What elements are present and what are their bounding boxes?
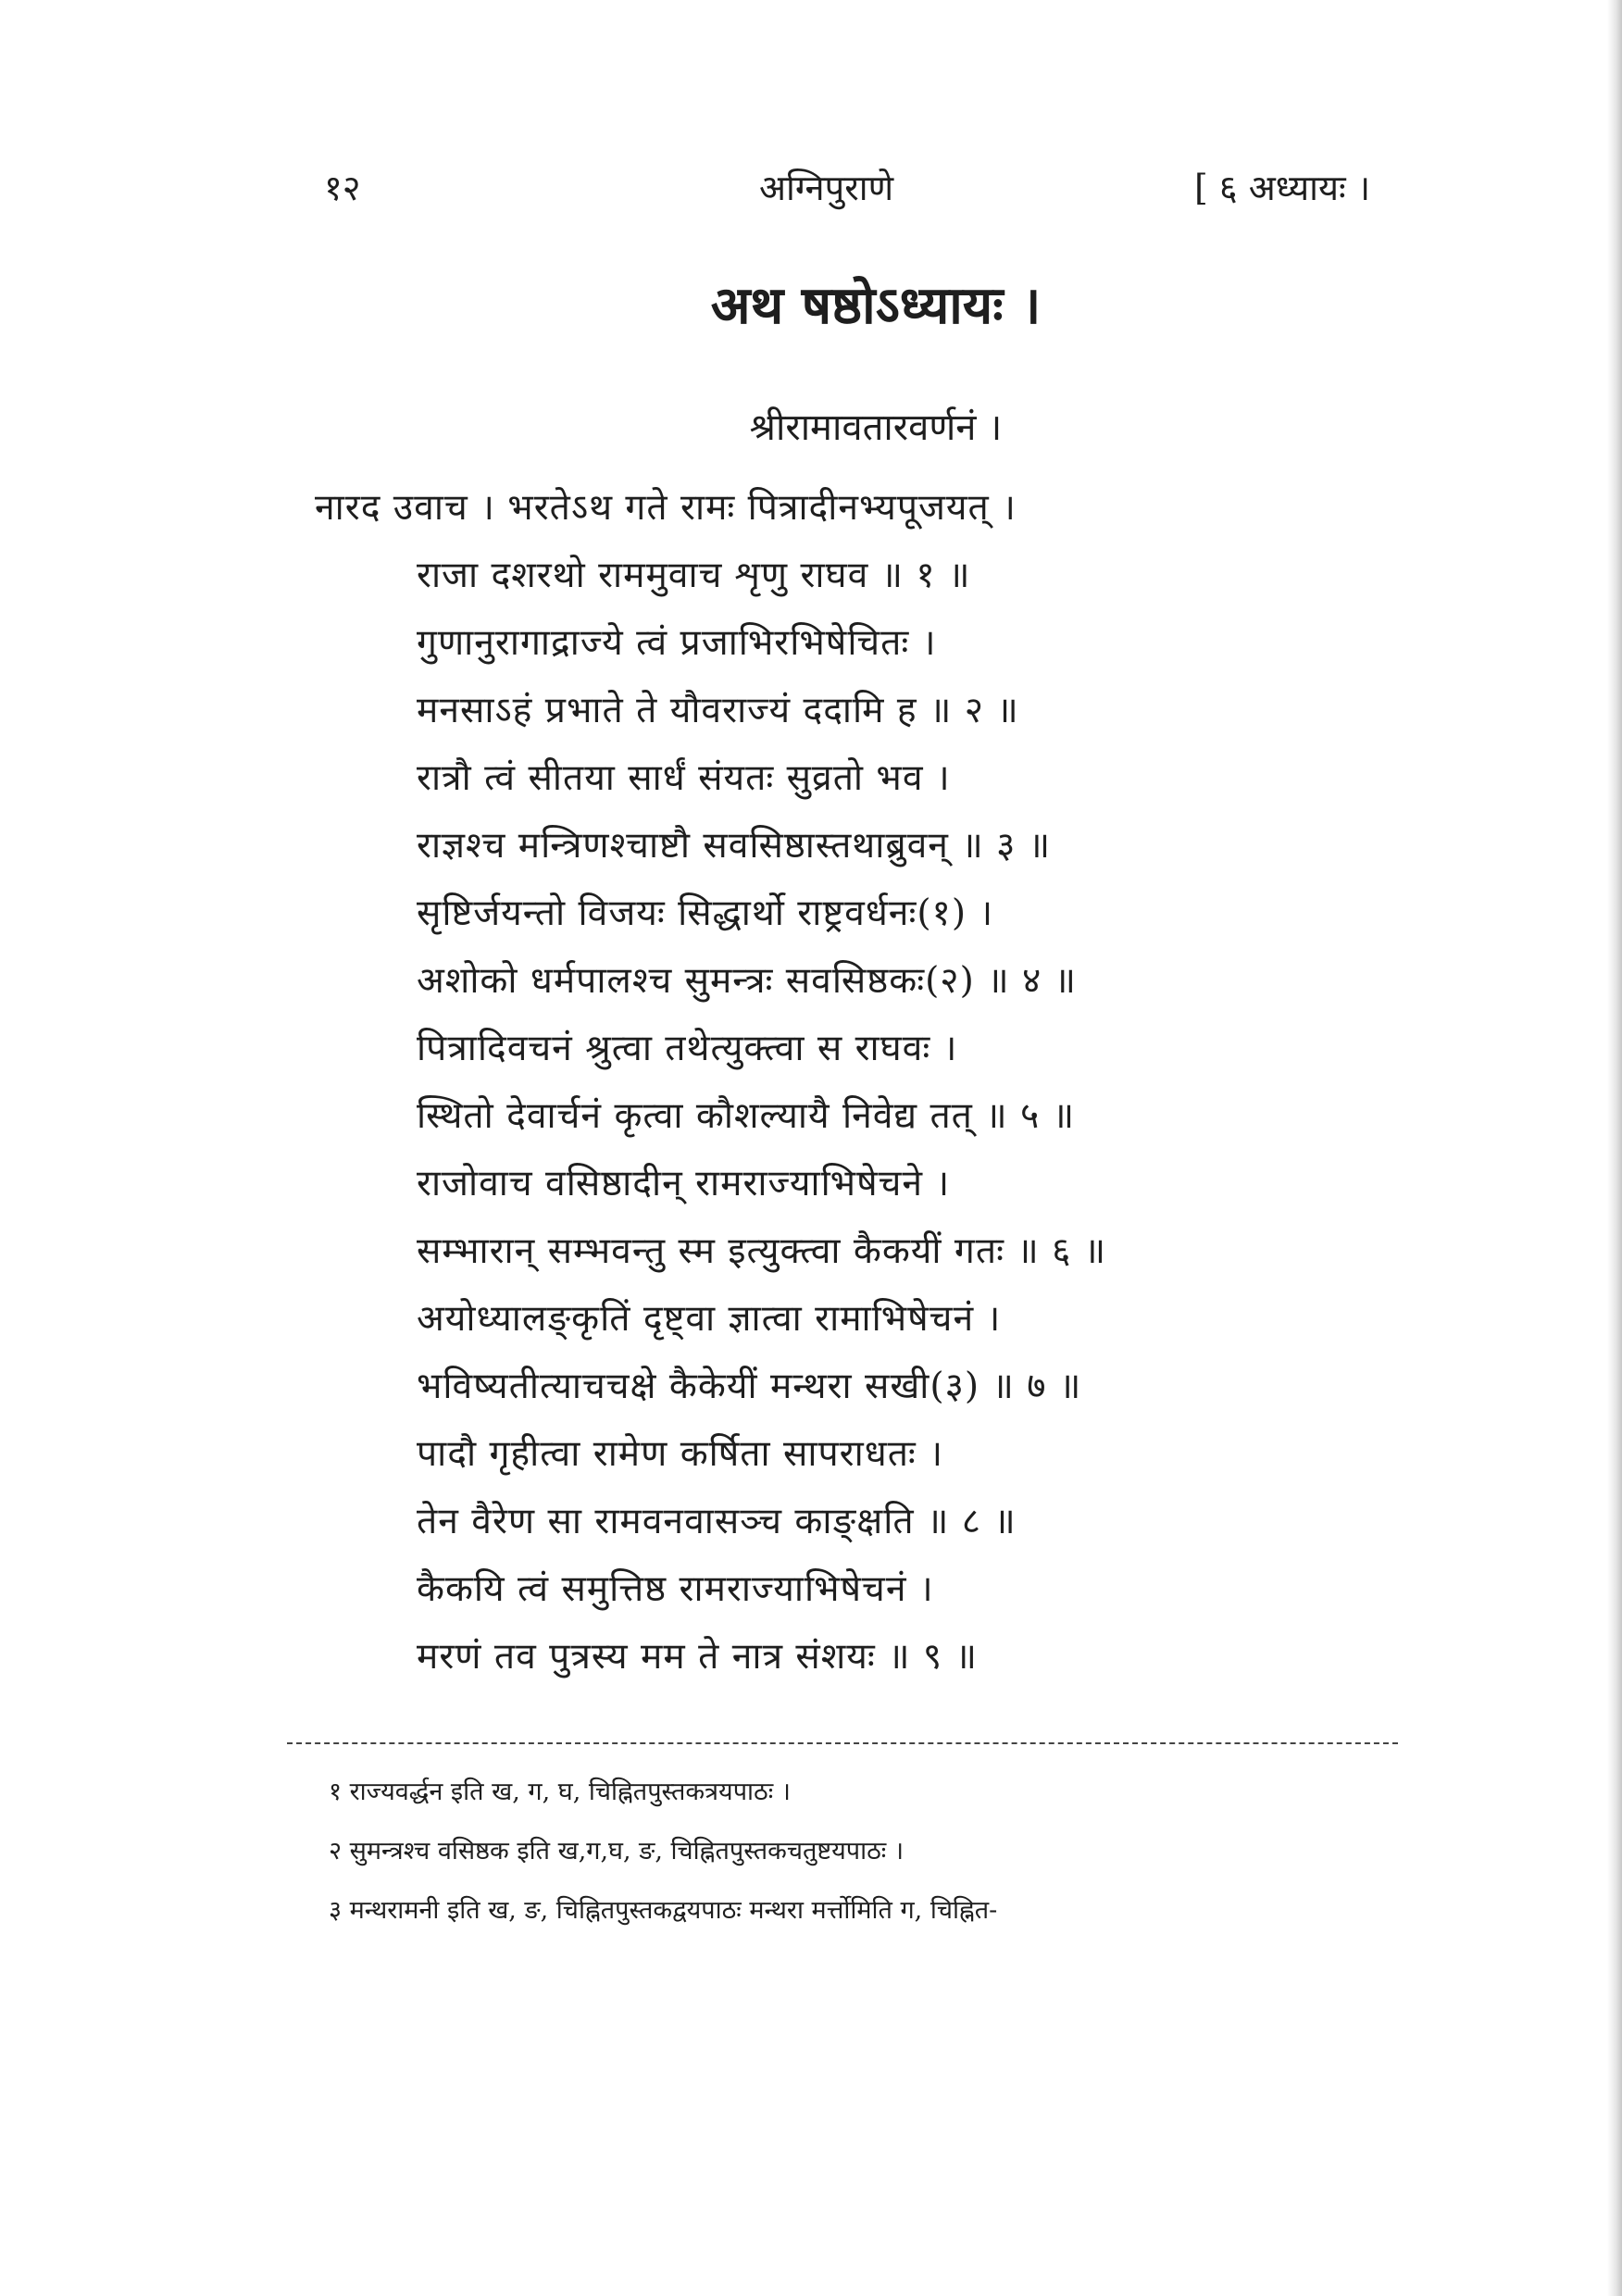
running-title: अग्निपुराणे — [759, 168, 894, 208]
footnote: ३ मन्थरामनी इति ख, ङ, चिह्नितपुस्तकद्वयपाठः मन्थरा मर्त्तोमिति ग, चिह्नित- — [329, 1896, 998, 1925]
verse-line: सम्भारान् सम्भवन्तु स्म इत्युक्त्वा कैकयीं गतः ॥ ६ ॥ — [417, 1230, 1107, 1272]
chapter-marker: [ ६ अध्यायः । — [1194, 168, 1371, 208]
verse-line: अयोध्यालङ्कृतिं दृष्ट्वा ज्ञात्वा रामाभिषेचनं । — [417, 1298, 1002, 1340]
footnote-divider — [287, 1742, 1398, 1744]
verse-line: राज्ञश्च मन्त्रिणश्चाष्टौ सवसिष्ठास्तथाब्रुवन् ॥ ३ ॥ — [417, 825, 1052, 867]
verse-line: पादौ गृहीत्वा रामेण कर्षिता सापराधतः । — [417, 1433, 943, 1475]
verse-line: भविष्यतीत्याचचक्षे कैकेयीं मन्थरा सखी(३) ॥ ७ ॥ — [417, 1366, 1082, 1407]
section-title: श्रीरामावतारवर्णनं । — [749, 406, 1003, 449]
verse-line: राजोवाच वसिष्ठादीन् रामराज्याभिषेचने । — [417, 1163, 951, 1204]
running-head — [0, 163, 1622, 218]
verse-line: स्थितो देवार्चनं कृत्वा कौशल्यायै निवेद्य तत् ॥ ५ ॥ — [417, 1095, 1076, 1137]
footnote: १ राज्यवर्द्धन इति ख, ग, घ, चिह्नितपुस्तकत्रयपाठः । — [329, 1778, 792, 1806]
verse-line: नारद उवाच । भरतेऽथ गते रामः पित्रादीनभ्यपूजयत् । — [315, 487, 1017, 529]
verse-line: पित्रादिवचनं श्रुत्वा तथेत्युक्त्वा स राघवः । — [417, 1028, 958, 1069]
page-number: १२ — [324, 168, 361, 208]
verse-line: गुणानुरागाद्राज्ये त्वं प्रजाभिरभिषेचितः । — [417, 622, 937, 664]
verse-line: राजा दशरथो राममुवाच शृणु राघव ॥ १ ॥ — [417, 555, 971, 596]
footnote: २ सुमन्त्रश्च वसिष्ठक इति ख,ग,घ, ङ, चिह्नितपुस्तकचतुष्टयपाठः । — [329, 1837, 905, 1866]
verse-line: तेन वैरेण सा रामवनवासञ्च काङ्क्षति ॥ ८ ॥ — [417, 1501, 1017, 1542]
verse-line: सृष्टिर्जयन्तो विजयः सिद्धार्थो राष्ट्रवर्धनः(१) । — [417, 892, 994, 934]
verse-line: मरणं तव पुत्रस्य मम ते नात्र संशयः ॥ ९ ॥ — [417, 1636, 978, 1678]
verse-line: मनसाऽहं प्रभाते ते यौवराज्यं ददामि ह ॥ २ ॥ — [417, 690, 1019, 731]
chapter-title: अथ षष्ठोऽध्यायः । — [710, 275, 1042, 336]
page-edge-shadow — [1607, 0, 1622, 2296]
verse-line: अशोको धर्मपालश्च सुमन्त्रः सवसिष्ठकः(२) ॥ ४ ॥ — [417, 960, 1077, 1002]
verse-line: कैकयि त्वं समुत्तिष्ठ रामराज्याभिषेचनं । — [417, 1568, 934, 1610]
verse-line: रात्रौ त्वं सीतया सार्धं संयतः सुव्रतो भव । — [417, 757, 951, 799]
